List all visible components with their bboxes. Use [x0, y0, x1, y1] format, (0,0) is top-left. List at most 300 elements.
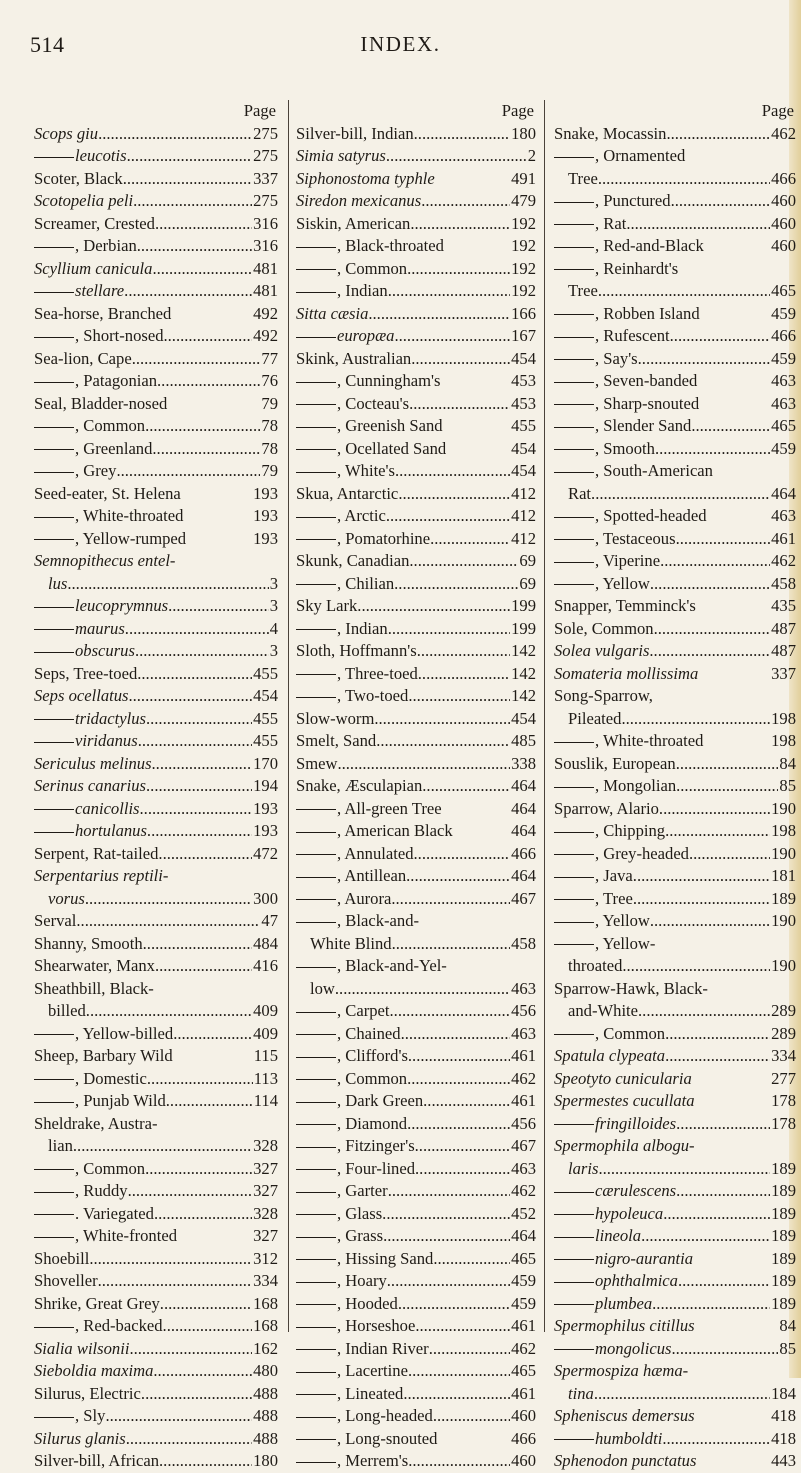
entry-term: , Grey-headed	[554, 843, 689, 866]
dot-leader	[671, 190, 771, 213]
dot-leader	[665, 1023, 770, 1046]
entry-page: 192	[511, 281, 536, 300]
entry-page: 435	[771, 596, 796, 615]
entry-page: 316	[253, 213, 278, 233]
entry-term: , Four-lined	[296, 1158, 415, 1181]
index-entry	[554, 280, 796, 303]
dot-leader	[116, 460, 260, 483]
entry-page: 69	[519, 573, 536, 593]
entry-page: 472	[253, 843, 278, 863]
entry-page: 300	[253, 888, 278, 908]
index-entry	[34, 1045, 278, 1068]
dot-leader	[672, 1338, 779, 1361]
entry-term: Spermophila albogu-	[554, 1136, 695, 1155]
index-entry	[554, 528, 796, 551]
entry-page: 199	[511, 618, 536, 638]
entry-term: Solea vulgaris	[554, 641, 650, 660]
index-entry	[554, 640, 796, 663]
index-entry	[296, 573, 536, 596]
entry-page: 466	[511, 1428, 536, 1448]
index-entry	[554, 1338, 796, 1361]
entry-term: hortulanus	[34, 820, 147, 843]
dot-leader	[650, 910, 770, 933]
index-entry	[34, 415, 278, 438]
index-entry	[296, 1405, 536, 1428]
entry-term: leucotis	[34, 145, 127, 168]
dot-leader	[598, 280, 770, 303]
dot-leader	[649, 640, 770, 663]
dot-leader	[437, 1428, 510, 1451]
entry-term: , Java	[554, 865, 633, 888]
entry-term: Smelt, Sand	[296, 731, 377, 750]
index-entry	[554, 933, 796, 956]
page-header	[0, 32, 801, 62]
dot-leader	[135, 640, 269, 663]
index-entry	[296, 550, 536, 573]
index-entry	[296, 213, 536, 236]
index-entry	[34, 325, 278, 348]
dot-leader	[98, 1270, 253, 1293]
index-entry	[296, 393, 536, 416]
entry-term: Serinus canarius	[34, 776, 147, 795]
entry-page: 193	[253, 506, 278, 525]
index-entry	[554, 978, 796, 1001]
entry-term: , White-throated	[554, 730, 703, 753]
entry-page: 180	[511, 123, 536, 143]
entry-page: 416	[253, 956, 278, 975]
dot-leader	[415, 1315, 510, 1338]
entry-page: 47	[261, 911, 278, 930]
dot-leader	[422, 775, 510, 798]
dot-leader	[140, 798, 253, 821]
index-entry	[34, 1023, 278, 1046]
entry-page: 466	[511, 843, 536, 863]
dot-leader	[152, 438, 260, 461]
entry-term: Skink, Australian	[296, 348, 412, 368]
index-entry	[34, 1450, 278, 1473]
dot-leader	[152, 753, 253, 776]
entry-page: 142	[511, 663, 536, 683]
entry-term: hypoleuca	[554, 1203, 663, 1226]
entry-page: 190	[771, 911, 796, 930]
entry-page: 492	[253, 303, 278, 323]
entry-page: 193	[253, 821, 278, 840]
entry-page: 199	[511, 596, 536, 615]
dot-leader	[164, 325, 253, 348]
entry-term: , Seven-banded	[554, 370, 697, 393]
entry-term: , Yellow-rumped	[34, 528, 186, 551]
index-entry	[554, 573, 796, 596]
entry-term: , Yellow-	[554, 933, 655, 956]
dot-leader	[411, 348, 510, 371]
entry-page: 189	[771, 1158, 796, 1178]
dot-leader	[704, 235, 770, 258]
entry-term: , Domestic	[34, 1068, 147, 1091]
dot-leader	[125, 618, 269, 641]
index-entry	[554, 1315, 796, 1338]
entry-page: 412	[511, 506, 536, 525]
entry-page: 460	[511, 1451, 536, 1470]
index-entry	[34, 1315, 278, 1338]
index-entry	[554, 910, 796, 933]
entry-page: 334	[253, 1271, 278, 1290]
dot-leader	[444, 235, 510, 258]
entry-page: 334	[771, 1046, 796, 1065]
dot-leader	[696, 595, 770, 618]
index-entry	[296, 1000, 536, 1023]
entry-page: 193	[253, 798, 278, 818]
entry-term: Sheep, Barbary Wild	[34, 1046, 173, 1065]
index-entry	[296, 1090, 536, 1113]
dot-leader	[145, 415, 260, 438]
index-entry	[554, 775, 796, 798]
entry-term: , Black-and-	[296, 910, 419, 933]
index-entry	[296, 595, 536, 618]
dot-leader	[418, 663, 510, 686]
entry-page: 480	[253, 1361, 278, 1380]
entry-page: 166	[511, 303, 536, 323]
entry-page: 409	[253, 1023, 278, 1043]
entry-term: , Punctured	[554, 190, 671, 213]
dot-leader	[137, 663, 252, 686]
index-entry	[34, 595, 278, 618]
entry-page: 4	[269, 618, 278, 638]
entry-term: , Ruddy	[34, 1180, 128, 1203]
index-entry	[296, 168, 536, 191]
entry-page: 198	[771, 821, 796, 840]
entry-page: 3	[269, 641, 278, 660]
index-entry	[554, 663, 796, 686]
entry-term: ophthalmica	[554, 1270, 678, 1293]
index-entry	[554, 483, 796, 506]
entry-page: 454	[511, 708, 536, 728]
entry-term: , Yellow	[554, 910, 650, 933]
dot-leader	[157, 370, 260, 393]
index-entry	[554, 190, 796, 213]
index-entry	[554, 753, 796, 776]
entry-term: , Dark Green	[296, 1090, 423, 1113]
index-entry	[554, 843, 796, 866]
entry-page: 275	[253, 123, 278, 143]
index-entry	[554, 1135, 796, 1158]
index-entry	[554, 955, 796, 978]
dot-leader	[676, 1113, 770, 1136]
entry-page: 487	[771, 618, 796, 638]
dot-leader	[407, 258, 510, 281]
entry-page: 461	[771, 528, 796, 548]
index-entry	[296, 438, 536, 461]
index-entry	[554, 213, 796, 236]
index-entry	[554, 1045, 796, 1068]
entry-page: 275	[253, 146, 278, 165]
index-entry	[34, 663, 278, 686]
entry-page: 458	[771, 573, 796, 593]
index-entry	[34, 1360, 278, 1383]
dot-leader	[433, 1248, 510, 1271]
dot-leader	[146, 775, 252, 798]
entry-page: 462	[511, 1181, 536, 1200]
index-entry	[296, 1428, 536, 1451]
entry-page: 488	[253, 1428, 278, 1448]
index-entry	[34, 910, 278, 933]
entry-term: tina	[568, 1383, 594, 1403]
entry-term: Snake, Æsculapian	[296, 776, 423, 795]
entry-term: Seps, Tree-toed	[34, 663, 138, 683]
entry-term: , Lacertine	[296, 1360, 408, 1383]
entry-term: Song-Sparrow,	[554, 686, 653, 705]
index-entry	[296, 685, 536, 708]
index-entry	[34, 573, 278, 596]
dot-leader	[641, 1225, 770, 1248]
entry-term: Sky Lark	[296, 596, 358, 615]
entry-term: leucoprymnus	[34, 595, 168, 618]
index-entry	[34, 753, 278, 776]
entry-term: , White-throated	[34, 505, 183, 528]
index-entry	[34, 865, 278, 888]
dot-leader	[85, 888, 252, 911]
index-entry	[296, 1383, 536, 1406]
dot-leader	[147, 1068, 253, 1091]
dot-leader	[386, 505, 510, 528]
index-entry	[34, 1113, 278, 1136]
entry-page: 168	[253, 1316, 278, 1335]
dot-leader	[173, 1023, 252, 1046]
index-entry	[34, 550, 278, 573]
entry-term: , Yellow-billed	[34, 1023, 173, 1046]
entry-page: 85	[779, 1338, 796, 1358]
index-entry	[554, 348, 796, 371]
dot-leader	[382, 1203, 510, 1226]
entry-term: , Horseshoe	[296, 1315, 415, 1338]
entry-page: 462	[511, 1338, 536, 1358]
entry-page: 189	[771, 1248, 796, 1268]
entry-term: Sparrow-Hawk, Black-	[554, 978, 708, 998]
dot-leader	[147, 820, 252, 843]
dot-leader	[594, 1383, 770, 1406]
index-entry	[34, 213, 278, 236]
entry-page: 198	[771, 708, 796, 728]
index-entry	[296, 1248, 536, 1271]
index-entry	[296, 753, 536, 776]
dot-leader	[128, 685, 252, 708]
entry-term: Scotopelia peli	[34, 191, 134, 210]
entry-term: stellare	[34, 280, 124, 303]
index-entry	[296, 865, 536, 888]
column-head: Page	[501, 101, 534, 120]
index-column-1	[34, 100, 278, 1473]
dot-leader	[414, 843, 511, 866]
index-entry	[554, 1428, 796, 1451]
dot-leader	[181, 483, 252, 506]
entry-term: throated	[568, 956, 623, 975]
dot-leader	[433, 1405, 510, 1428]
dot-leader	[689, 843, 770, 866]
index-entry	[34, 1248, 278, 1271]
entry-term: , Pomatorhine	[296, 528, 430, 551]
entry-term: europæa	[296, 325, 394, 348]
index-entry	[34, 438, 278, 461]
dot-leader	[665, 1045, 770, 1068]
entry-term: White Blind	[310, 933, 392, 953]
entry-page: 464	[511, 798, 536, 818]
index-entry	[296, 303, 536, 326]
index-entry	[296, 910, 536, 933]
entry-term: , Grass	[296, 1225, 383, 1248]
dot-leader	[123, 168, 252, 191]
dot-leader	[394, 325, 510, 348]
dot-leader	[401, 1023, 511, 1046]
dot-leader	[171, 303, 252, 326]
entry-term: Spermospiza hæma-	[554, 1361, 689, 1380]
entry-term: , Punjab Wild	[34, 1090, 166, 1113]
entry-page: 462	[771, 123, 796, 143]
index-entry	[34, 460, 278, 483]
entry-term: Screamer, Crested	[34, 213, 155, 233]
index-entry	[34, 393, 278, 416]
dot-leader	[403, 1383, 510, 1406]
entry-page: 418	[771, 1428, 796, 1448]
entry-term: Scoter, Black	[34, 168, 123, 188]
index-entry	[34, 1428, 278, 1451]
entry-term: , Ocellated Sand	[296, 438, 446, 461]
entry-page: 190	[771, 956, 796, 975]
entry-page: 409	[253, 1001, 278, 1020]
dot-leader	[391, 888, 510, 911]
dot-leader	[415, 1135, 510, 1158]
entry-page: 455	[253, 731, 278, 750]
entry-page: 459	[771, 348, 796, 368]
entry-page: 114	[253, 1091, 278, 1110]
entry-page: 463	[511, 1158, 536, 1178]
entry-term: , Derbian	[34, 235, 137, 258]
dot-leader	[621, 708, 770, 731]
entry-term: , Glass	[296, 1203, 382, 1226]
index-entry	[296, 978, 536, 1001]
entry-term: , Short-nosed	[34, 325, 164, 348]
entry-page: 85	[779, 776, 796, 795]
dot-leader	[676, 753, 779, 776]
index-entry	[34, 933, 278, 956]
entry-term: , Cunningham's	[296, 370, 440, 393]
dot-leader	[168, 595, 269, 618]
index-entry	[554, 618, 796, 641]
index-entry	[34, 1158, 278, 1181]
index-entry	[554, 1203, 796, 1226]
dot-leader	[670, 325, 770, 348]
entry-term: Sericulus melinus	[34, 753, 152, 773]
index-entry	[34, 820, 278, 843]
entry-term: , Common	[34, 415, 145, 438]
entry-page: 78	[261, 416, 278, 435]
dot-leader	[409, 550, 518, 573]
entry-page: 481	[253, 258, 278, 278]
dot-leader	[392, 933, 511, 956]
entry-page: 328	[253, 1203, 278, 1223]
index-entry	[34, 1405, 278, 1428]
index-entry	[554, 550, 796, 573]
entry-page: 289	[771, 1001, 796, 1020]
entry-term: , Black-and-Yel-	[296, 955, 447, 978]
index-entry	[554, 123, 796, 146]
dot-leader	[692, 1068, 770, 1091]
dot-leader	[678, 1270, 770, 1293]
entry-term: , Chipping	[554, 820, 665, 843]
entry-page: 84	[779, 753, 796, 773]
entry-page: 455	[253, 663, 278, 683]
index-entry	[296, 483, 536, 506]
index-entry	[296, 888, 536, 911]
index-entry	[554, 1270, 796, 1293]
dot-leader	[86, 1000, 252, 1023]
entry-term: Souslik, European	[554, 753, 676, 773]
dot-leader	[442, 798, 510, 821]
entry-term: Skua, Antarctic	[296, 483, 399, 503]
dot-leader	[76, 910, 260, 933]
index-entry	[296, 933, 536, 956]
index-entry	[554, 168, 796, 191]
entry-page: 337	[771, 663, 796, 683]
index-entry	[554, 1450, 796, 1473]
entry-page: 465	[511, 1361, 536, 1380]
entry-page: 462	[771, 551, 796, 570]
dot-leader	[638, 348, 770, 371]
entry-page: 190	[771, 798, 796, 818]
entry-page: 460	[771, 213, 796, 233]
dot-leader	[703, 730, 770, 753]
entry-term: Sea-horse, Branched	[34, 303, 172, 323]
entry-term: , Indian River	[296, 1338, 429, 1361]
index-entry	[296, 1158, 536, 1181]
entry-term: low	[310, 978, 335, 998]
dot-leader	[408, 1045, 510, 1068]
index-entry	[34, 1225, 278, 1248]
dot-leader	[417, 640, 510, 663]
entry-page: 79	[261, 461, 278, 480]
entry-term: and-White	[568, 1001, 639, 1020]
dot-leader	[73, 1135, 252, 1158]
index-entry	[296, 460, 536, 483]
index-entry	[554, 235, 796, 258]
dot-leader	[138, 730, 252, 753]
entry-page: 113	[253, 1068, 278, 1088]
dot-leader	[429, 1338, 510, 1361]
dot-leader	[368, 303, 510, 326]
entry-term: , Antillean	[296, 865, 406, 888]
entry-page: 461	[511, 1046, 536, 1065]
dot-leader	[698, 663, 770, 686]
entry-term: , Indian	[296, 280, 388, 303]
entry-term: , Testaceous	[554, 528, 676, 551]
dot-leader	[633, 865, 770, 888]
entry-page: 463	[511, 1023, 536, 1043]
entry-term: Shanny, Smooth	[34, 933, 143, 953]
entry-term: , Greenish Sand	[296, 415, 443, 438]
entry-term: lineola	[554, 1225, 641, 1248]
entry-page: 464	[511, 821, 536, 840]
entry-term: Sloth, Hoffmann's	[296, 641, 417, 660]
index-entry	[296, 123, 536, 146]
index-entry	[296, 820, 536, 843]
entry-page: 463	[771, 393, 796, 413]
entry-page: 485	[511, 731, 536, 750]
dot-leader	[699, 393, 770, 416]
index-entry	[34, 190, 278, 213]
entry-term: Rat	[568, 483, 592, 503]
entry-term: Serpentarius reptili-	[34, 866, 169, 885]
entry-term: , Indian	[296, 618, 388, 641]
dot-leader	[414, 123, 510, 146]
entry-term: Siredon mexicanus	[296, 191, 422, 210]
